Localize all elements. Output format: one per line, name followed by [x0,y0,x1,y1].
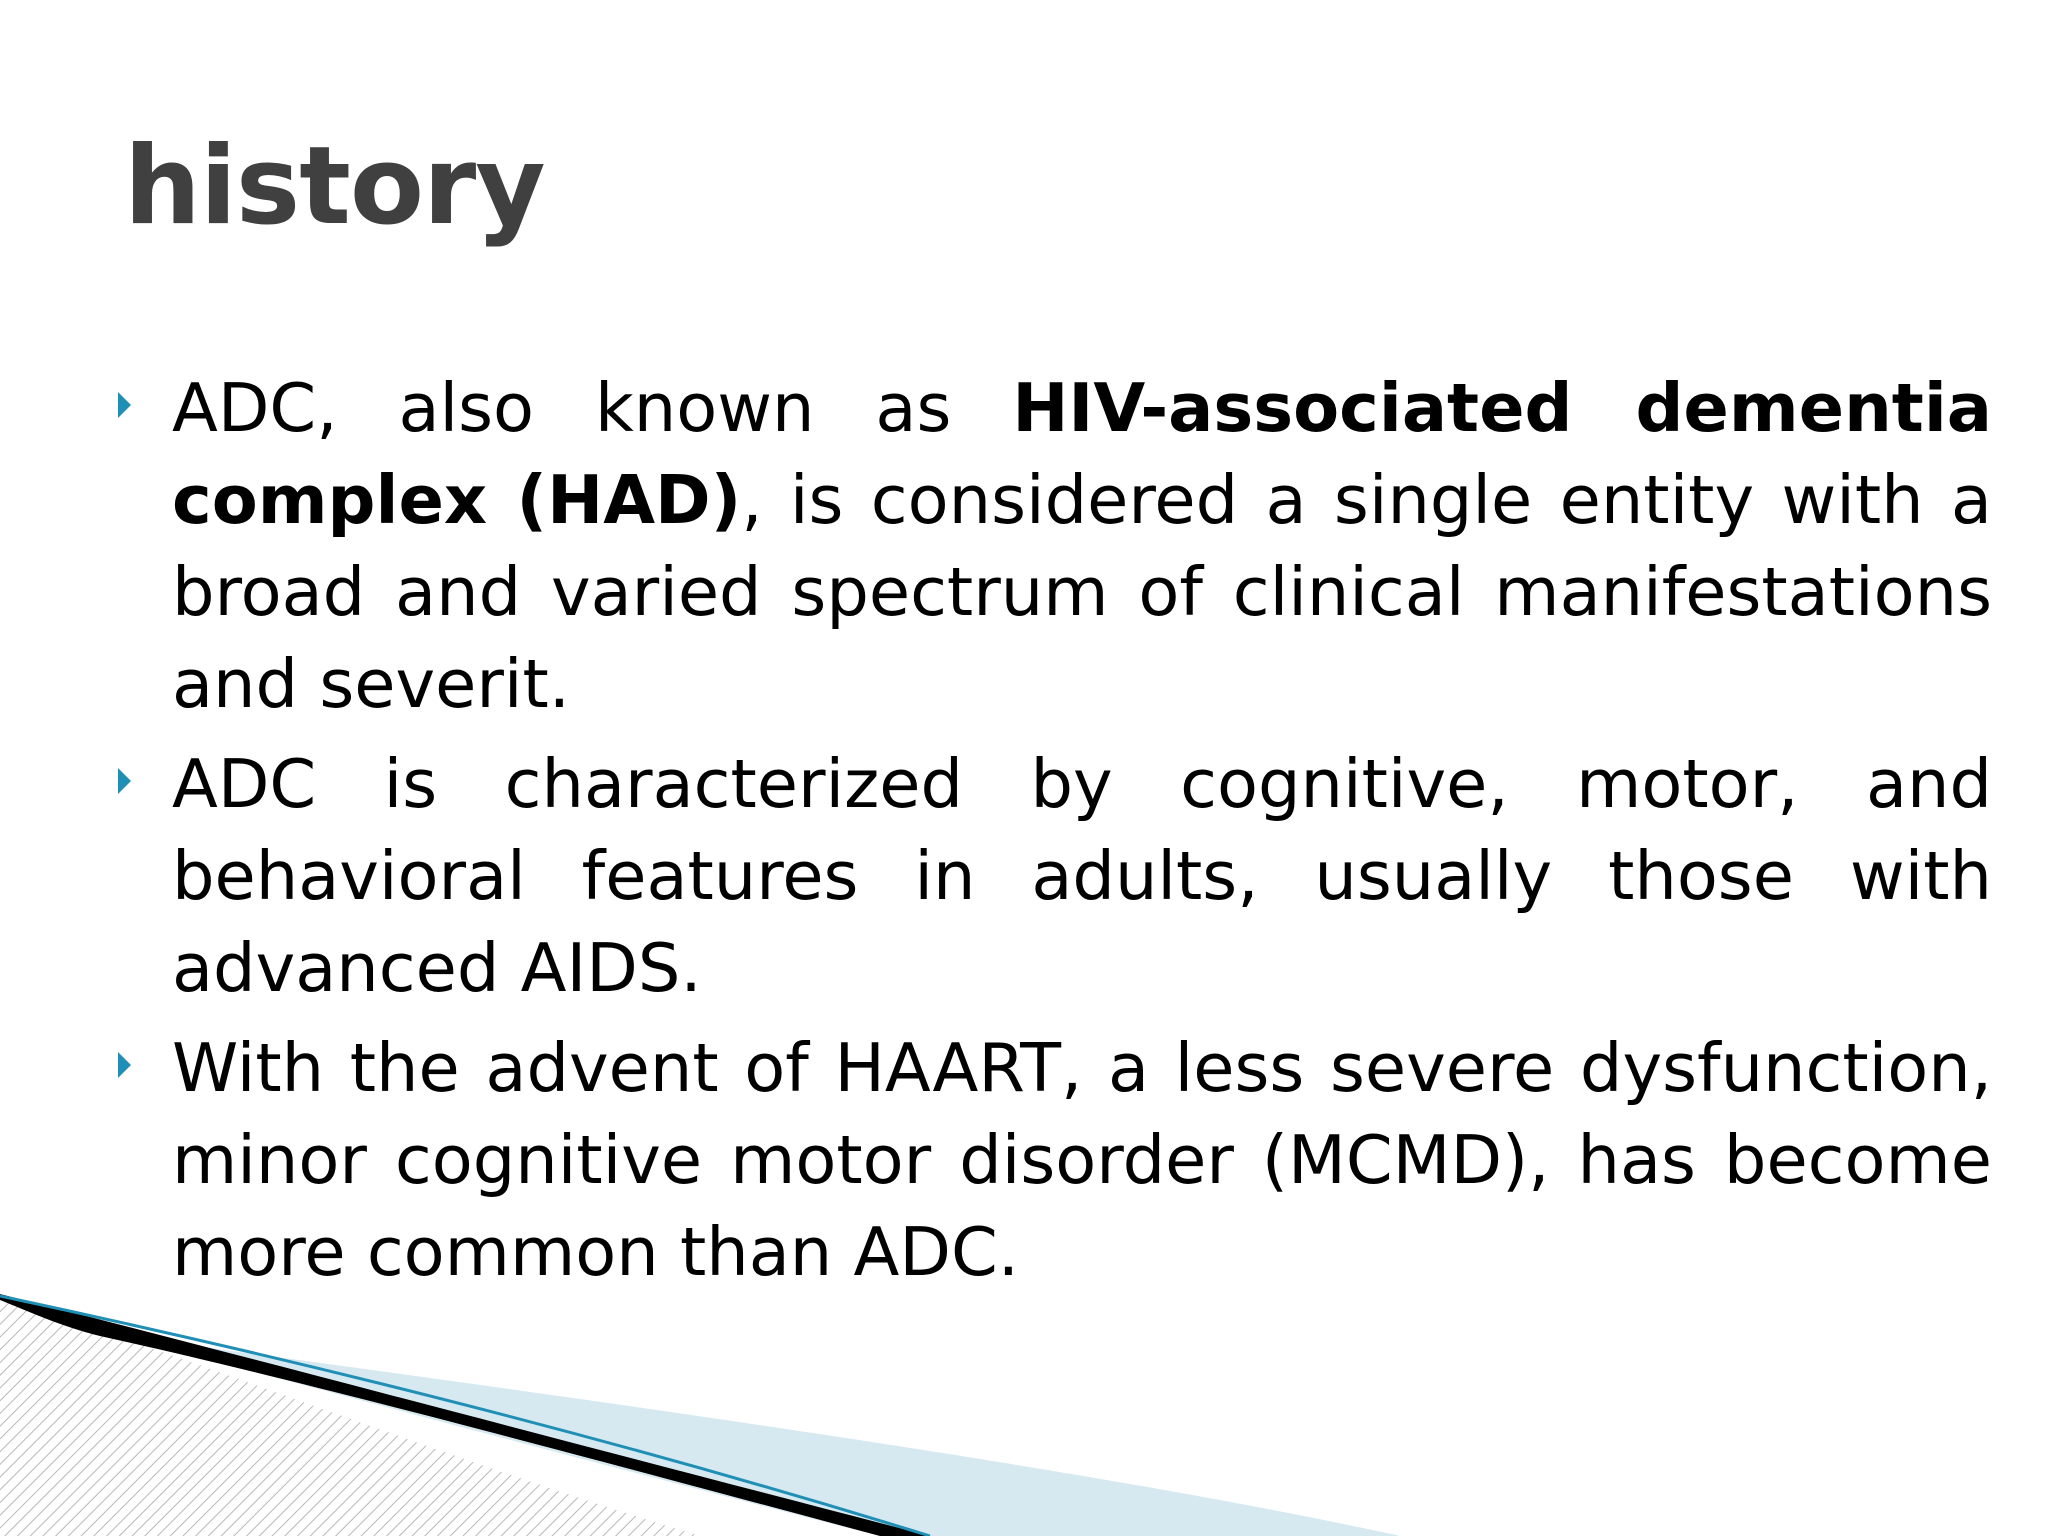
light-blue-band [120,1336,1400,1536]
bullet-text-plain: With the advent of HAART, a less severe dysfunction, minor cognitive motor disorder (MCMD), has become more common than ADC. [172,1029,1992,1291]
bullet-text [172,1022,1992,1298]
bullet-text-plain: ADC is characterized by cognitive, motor, and behavioral features in adults, usually those with advanced AIDS. [172,745,1992,1007]
hatched-wedge [0,1296,700,1536]
triangle-bullet-icon [118,768,131,794]
bullet-text-bold: HIV-associated dementia complex (HAD) [172,369,1993,539]
bullet-item [118,1022,1992,1298]
bullet-item [118,362,1992,730]
triangle-bullet-icon [118,392,131,418]
bullet-text-plain: ADC, also known as [172,369,1013,447]
bullet-text [172,362,1992,730]
triangle-bullet-icon [118,1052,131,1078]
accent-line [0,1296,930,1536]
slide-title: history [124,124,545,249]
bullet-text [172,738,1992,1014]
bullet-item [118,738,1992,1014]
black-swoosh [0,1294,930,1536]
bullet-text-plain: , is considered a single entity with a broad and varied spectrum of clinical manifestations and severit. [172,461,1992,723]
bullet-list [118,362,1992,1306]
